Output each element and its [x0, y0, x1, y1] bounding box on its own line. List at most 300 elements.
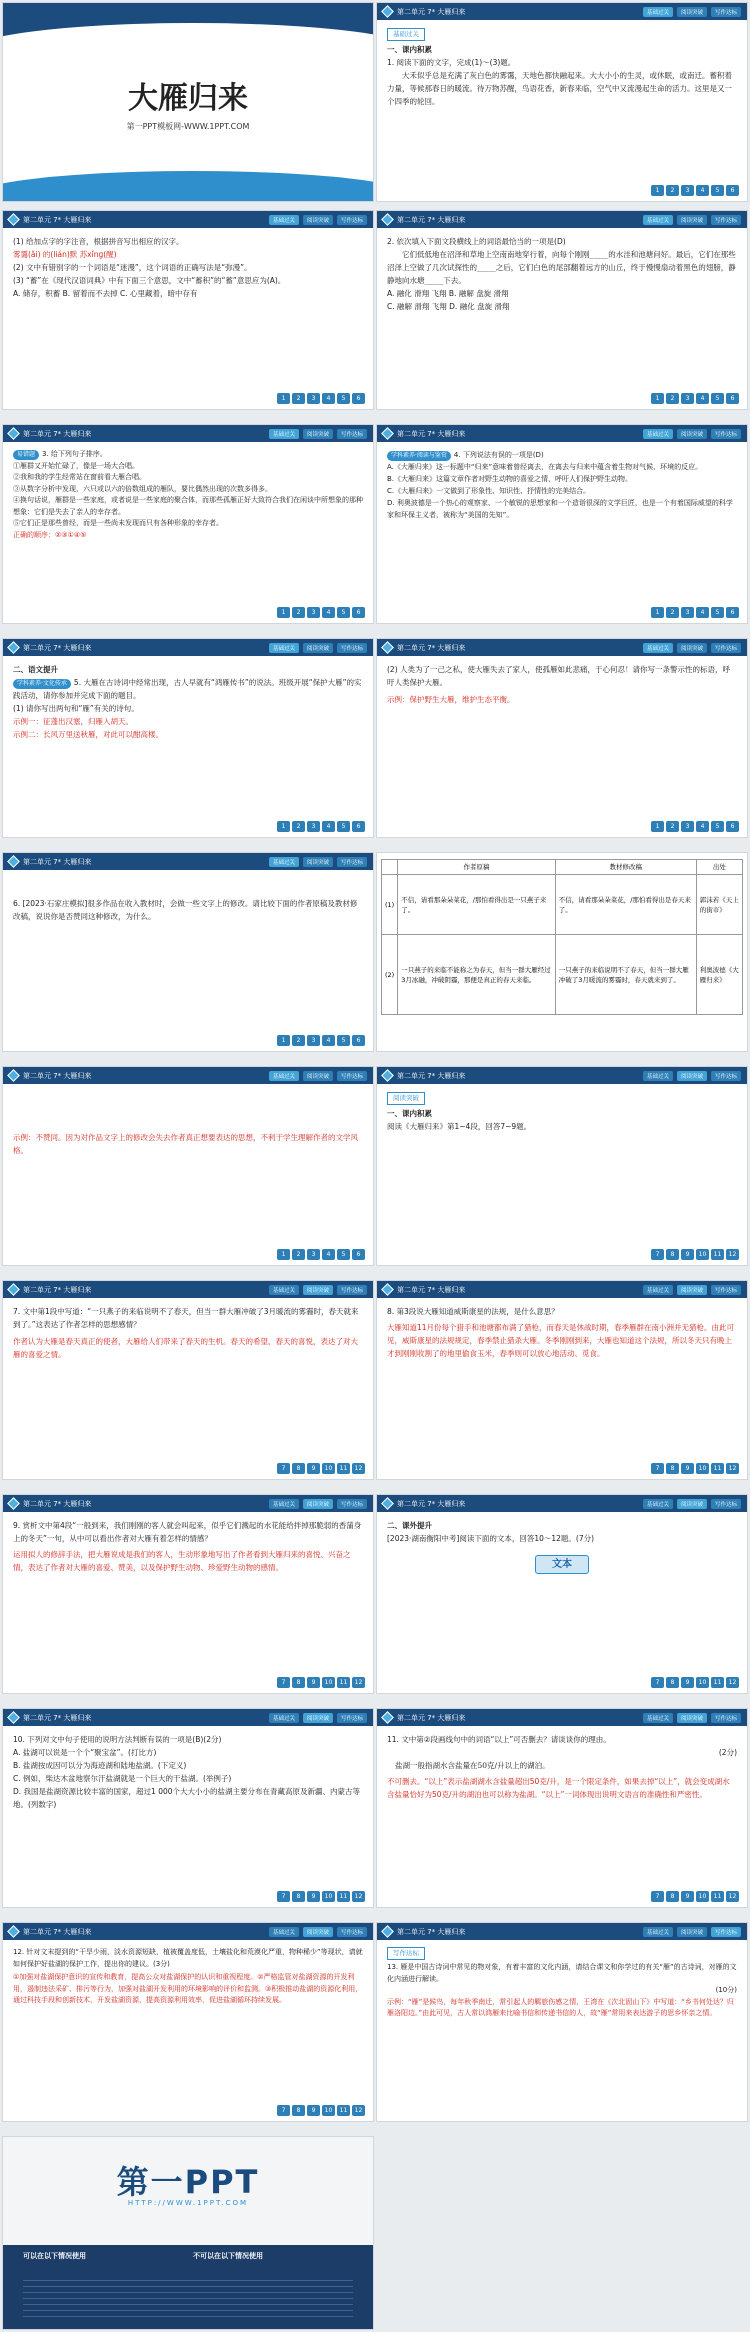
- nav-basic-button[interactable]: 基础过关: [643, 429, 673, 439]
- sentence-item: ③从数字分析中发现，六只或以六的倍数组成的雁队，要比偶然出现的次数多得多。: [13, 484, 272, 493]
- answer-text: 作者认为大雁是春天真正的使者，大雁给人们带来了春天的生机。春天的希望、春天的喜悦，表达了对大雁的喜爱之情。: [13, 1337, 358, 1359]
- nav-reading-button[interactable]: 阅读突破: [677, 1499, 707, 1509]
- section-tag: 写作达标: [387, 1947, 425, 1960]
- page-button[interactable]: 3: [681, 393, 694, 404]
- option-item: B. 盐湖按成因可以分为海迹湖和陆地盐湖。(下定义): [13, 1761, 187, 1770]
- question-text: 8. 第3段说大雁知道威斯康星的法规，是什么意思？: [387, 1307, 559, 1316]
- nav-basic-button[interactable]: 基础过关: [643, 1285, 673, 1295]
- nav-writing-button[interactable]: 写作达标: [337, 429, 367, 439]
- section-tag: 基础过关: [387, 28, 425, 41]
- literacy-tag: 学科素养·阅读与鉴赏: [387, 451, 451, 461]
- slide-header: [377, 639, 747, 656]
- nav-basic-button[interactable]: 基础过关: [269, 1927, 299, 1937]
- unit-logo-icon: [7, 855, 20, 868]
- literacy-tag: 学科素养·文化传承: [13, 679, 71, 689]
- page-button[interactable]: 5: [337, 1249, 350, 1260]
- pager: [651, 1677, 739, 1688]
- page-button[interactable]: 12: [726, 1677, 739, 1688]
- slide-6: [376, 424, 748, 624]
- slide-body: [387, 235, 737, 389]
- page-button[interactable]: 3: [307, 821, 320, 832]
- slide-body: [387, 1305, 737, 1459]
- page-button[interactable]: 7: [651, 1249, 664, 1260]
- unit-title: 第二单元 7* 大雁归来: [23, 215, 92, 224]
- pager: [277, 1035, 365, 1046]
- page-button[interactable]: 4: [322, 607, 335, 618]
- option-item: B.《大雁归来》这篇文章作者对野生动物的喜爱之情，呼吁人们保护野生动物。: [387, 475, 633, 483]
- page-button[interactable]: 11: [711, 1249, 724, 1260]
- quoted-sentence: 盐湖一般指湖水含盐量在50克/升以上的湖泊。: [395, 1761, 550, 1770]
- question-text: 阅读《大雁归来》第1~4段，回答7~9题。: [387, 1122, 532, 1131]
- page-button[interactable]: 9: [681, 1891, 694, 1902]
- nav-basic-button[interactable]: 基础过关: [269, 429, 299, 439]
- unit-title: 第二单元 7* 大雁归来: [23, 857, 92, 866]
- nav-basic-button[interactable]: 基础过关: [643, 215, 673, 225]
- slide-15: [2, 1494, 374, 1694]
- slide-body: [13, 897, 363, 1031]
- sentence-item: ④换句话说，雁群是一些家庭，或者说是一些家庭的聚合体，而那些孤雁正好大致符合我们在闲谈中所想象的那种想象：它们是失去了亲人的幸存者。: [13, 496, 363, 516]
- page-button[interactable]: 3: [307, 1035, 320, 1046]
- unit-logo-icon: [381, 1069, 394, 1082]
- unit-title: 第二单元 7* 大雁归来: [397, 7, 466, 16]
- page-button[interactable]: 2: [292, 607, 305, 618]
- unit-title: 第二单元 7* 大雁归来: [23, 1499, 92, 1508]
- page-button[interactable]: 5: [337, 393, 350, 404]
- page-button[interactable]: 8: [292, 1677, 305, 1688]
- nav-basic-button[interactable]: 基础过关: [643, 1927, 673, 1937]
- unit-logo-icon: [7, 1283, 20, 1296]
- page-button[interactable]: 4: [696, 607, 709, 618]
- page-button[interactable]: 7: [277, 1891, 290, 1902]
- unit-logo-icon: [7, 1497, 20, 1510]
- question-text: 11. 文中第②段画线句中的词语“以上”可否删去？请谈谈你的理由。: [387, 1735, 611, 1744]
- section-heading: 一、课内积累: [387, 45, 432, 54]
- nav-basic-button[interactable]: 基础过关: [643, 7, 673, 17]
- page-button[interactable]: 4: [696, 393, 709, 404]
- slide-header: [3, 211, 373, 228]
- page-button[interactable]: 10: [322, 1677, 335, 1688]
- page-button[interactable]: 3: [307, 607, 320, 618]
- answer-text: 不可删去。“以上”表示盐湖湖水含盐量超出50克/升，是一个限定条件，如果去掉“以上”，就会变成湖水含盐量恰好为50克/升的湖泊也可以称为盐湖。“以上”一词体现出说明文语言的准确性和严密性。: [387, 1777, 730, 1799]
- question-text: 10. 下列对文中句子使用的说明方法判断有误的一项是(B)(2分): [13, 1735, 222, 1744]
- slide-4: [376, 210, 748, 410]
- page-button[interactable]: 5: [711, 607, 724, 618]
- page-button[interactable]: 2: [292, 1249, 305, 1260]
- page-button[interactable]: 1: [277, 821, 290, 832]
- page-button[interactable]: 11: [337, 1677, 350, 1688]
- nav-reading-button[interactable]: 阅读突破: [303, 1927, 333, 1937]
- section-heading: 二、课外提升: [387, 1521, 432, 1530]
- sub-question: (1) 请你写出两句和“雁”有关的诗句。: [13, 704, 139, 713]
- slide-body: [387, 449, 737, 603]
- unit-logo-icon: [381, 641, 394, 654]
- nav-writing-button[interactable]: 写作达标: [711, 1927, 741, 1937]
- answer-example: 示例二：长风万里送秋雁，对此可以酣高楼。: [13, 730, 163, 739]
- page-button[interactable]: 10: [696, 1891, 709, 1902]
- table-cell: 不信，请看那朵朵菜花，/那怕看得出是春天来了。: [555, 875, 696, 935]
- page-button[interactable]: 2: [666, 821, 679, 832]
- page-button[interactable]: 5: [337, 607, 350, 618]
- page-button[interactable]: 9: [681, 1249, 694, 1260]
- nav-writing-button[interactable]: 写作达标: [711, 1285, 741, 1295]
- cover-bottom-wave: [2, 171, 374, 202]
- page-button[interactable]: 4: [322, 1249, 335, 1260]
- nav-writing-button[interactable]: 写作达标: [711, 215, 741, 225]
- slide-header: [3, 853, 373, 870]
- unit-logo-icon: [381, 1925, 394, 1938]
- slide-body: [13, 663, 363, 817]
- page-button[interactable]: 4: [322, 1035, 335, 1046]
- page-button[interactable]: 10: [322, 2105, 335, 2116]
- nav-reading-button[interactable]: 阅读突破: [303, 643, 333, 653]
- page-button[interactable]: 10: [696, 1677, 709, 1688]
- slide-body: [387, 663, 737, 817]
- unit-title: 第二单元 7* 大雁归来: [397, 429, 466, 438]
- text-link-button[interactable]: 文本: [535, 1555, 589, 1574]
- page-button[interactable]: 3: [681, 185, 694, 196]
- page-button[interactable]: 7: [651, 1677, 664, 1688]
- page-button[interactable]: 10: [696, 1249, 709, 1260]
- page-button[interactable]: 11: [711, 1463, 724, 1474]
- slide-20: [376, 1922, 748, 2122]
- page-button[interactable]: 12: [352, 1891, 365, 1902]
- page-button[interactable]: 1: [651, 185, 664, 196]
- nav-writing-button[interactable]: 写作达标: [337, 1927, 367, 1937]
- question-text: 5. 大雁在古诗词中经常出现，古人早就有“鸿雁传书”的说法。班级开展“保护大雁”的实践活动，请你参加并完成下面的题目。: [13, 678, 362, 700]
- page-button[interactable]: 4: [322, 393, 335, 404]
- nav-reading-button[interactable]: 阅读突破: [677, 1927, 707, 1937]
- option-item: C. 例如，柴达木盆地察尔汗盐湖就是一个巨大的干盐湖。(举例子): [13, 1774, 232, 1783]
- slide-5: [2, 424, 374, 624]
- nav-reading-button[interactable]: 阅读突破: [303, 857, 333, 867]
- page-button[interactable]: 3: [307, 393, 320, 404]
- sub-question: (2) 文中有错别字的一个词语是“迷漫”，这个词语的正确写法是“弥漫”。: [13, 263, 252, 272]
- points: (10分): [715, 1986, 737, 1994]
- slide-14: [376, 1280, 748, 1480]
- page-button[interactable]: 7: [277, 2105, 290, 2116]
- nav-writing-button[interactable]: 写作达标: [711, 1071, 741, 1081]
- pager: [651, 393, 739, 404]
- page-button[interactable]: 7: [277, 1677, 290, 1688]
- page-button[interactable]: 8: [292, 1891, 305, 1902]
- page-button[interactable]: 6: [726, 393, 739, 404]
- page-button[interactable]: 9: [307, 1891, 320, 1902]
- pager: [277, 607, 365, 618]
- nav-writing-button[interactable]: 写作达标: [711, 1713, 741, 1723]
- nav-basic-button[interactable]: 基础过关: [269, 643, 299, 653]
- page-button[interactable]: 2: [666, 185, 679, 196]
- nav-basic-button[interactable]: 基础过关: [643, 1071, 673, 1081]
- slide-header: [377, 1067, 747, 1084]
- nav-writing-button[interactable]: 写作达标: [337, 1499, 367, 1509]
- page-button[interactable]: 1: [277, 1249, 290, 1260]
- slide-9: [2, 852, 374, 1052]
- page-button[interactable]: 8: [666, 1891, 679, 1902]
- error-prone-tag: 易错题: [13, 450, 39, 460]
- answer-text: 示例：不赞同。因为对作品文字上的修改会失去作者真正想要表达的思想，不利于学生理解作者的文学风格。: [13, 1133, 358, 1155]
- nav-basic-button[interactable]: 基础过关: [643, 1499, 673, 1509]
- page-button[interactable]: 12: [352, 1677, 365, 1688]
- nav-writing-button[interactable]: 写作达标: [337, 857, 367, 867]
- pager: [651, 1891, 739, 1902]
- promo-brand: 第一PPT: [116, 2163, 260, 2201]
- page-button[interactable]: 6: [726, 607, 739, 618]
- nav-reading-button[interactable]: 阅读突破: [303, 429, 333, 439]
- table-cell: (2): [382, 935, 398, 1015]
- page-button[interactable]: 4: [696, 821, 709, 832]
- nav-reading-button[interactable]: 阅读突破: [677, 1285, 707, 1295]
- question-text: 12. 针对文末提到的“干旱少雨，淡水资源短缺，植被覆盖度低，土壤盐化和荒漠化严重，物种稀少”等现状，请就如何保护好盐湖的保护工作，提出你的建议。(3分): [13, 1948, 363, 1968]
- slide-8: [376, 638, 748, 838]
- page-button[interactable]: 6: [726, 185, 739, 196]
- table-header: 作者原稿: [398, 860, 555, 875]
- nav-writing-button[interactable]: 写作达标: [337, 215, 367, 225]
- slide-body: [387, 1519, 737, 1673]
- question-text: 2. 依次填入下面文段横线上的词语最恰当的一项是(D): [387, 237, 566, 246]
- page-button[interactable]: 7: [651, 1463, 664, 1474]
- nav-basic-button[interactable]: 基础过关: [643, 1713, 673, 1723]
- option-item: D. 我国是盐湖资源比较丰富的国家，超过1 000个大大小小的盐湖主要分布在青藏高原及新疆、内蒙古等地。(列数字): [13, 1787, 361, 1809]
- slide-3: [2, 210, 374, 410]
- nav-basic-button[interactable]: 基础过关: [269, 857, 299, 867]
- slide-header: [3, 425, 373, 442]
- pager: [277, 821, 365, 832]
- unit-logo-icon: [7, 213, 20, 226]
- table-cell: 利奥波德《大雁归来》: [696, 935, 742, 1015]
- page-button[interactable]: 12: [726, 1249, 739, 1260]
- page-button[interactable]: 12: [726, 1891, 739, 1902]
- nav-basic-button[interactable]: 基础过关: [269, 215, 299, 225]
- page-button[interactable]: 5: [711, 185, 724, 196]
- nav-writing-button[interactable]: 写作达标: [337, 1713, 367, 1723]
- unit-title: 第二单元 7* 大雁归来: [23, 429, 92, 438]
- answer-text: 示例：“雁”是候鸟，每年秋季南迁，常引起人的羁旅伤感之情，王湾在《次北固山下》中写道：“乡书何处达？归雁洛阳边。”由此可见，古人常以鸿雁来比喻书信和传递书信的人，故“雁”常用来表达游子的思乡怀亲之情。: [387, 1997, 734, 2017]
- section-tag: 阅读突破: [387, 1092, 425, 1105]
- page-button[interactable]: 7: [277, 1463, 290, 1474]
- slide-body: [13, 1519, 363, 1673]
- unit-title: 第二单元 7* 大雁归来: [397, 1927, 466, 1936]
- unit-title: 第二单元 7* 大雁归来: [23, 1285, 92, 1294]
- page-button[interactable]: 5: [337, 1035, 350, 1046]
- page-button[interactable]: 12: [352, 2105, 365, 2116]
- question-text: 9. 赏析文中第4段“一般到来，我们刚刚的客人就会叫起来，似乎它们溅起的水花能给拌掉那脆弱的香蒲身上的冬天”一句，从中可以看出作者对大雁有着怎样的情感？: [13, 1521, 362, 1543]
- page-button[interactable]: 2: [292, 821, 305, 832]
- slide-body: [13, 1733, 363, 1887]
- page-button[interactable]: 6: [352, 607, 365, 618]
- slide-11: [2, 1066, 374, 1266]
- page-button[interactable]: 3: [307, 1249, 320, 1260]
- page-button[interactable]: 1: [651, 393, 664, 404]
- nav-writing-button[interactable]: 写作达标: [711, 7, 741, 17]
- page-button[interactable]: 1: [651, 607, 664, 618]
- passage-text: 它们低低地在沼泽和草地上空南南地穿行着，向每个刚刚_____的水洼和池塘问好。最后，它们在那些沼泽上空做了几次试探性的_____之后，它们白色的尾部翻着远方的山丘，终于慢慢扇动着黑色的翅膀，静静地向水塘_____下去。: [387, 250, 736, 285]
- page-button[interactable]: 11: [711, 1891, 724, 1902]
- passage-text: 大禾似乎总是充满了灰白色的雾霭，天地色都快融起来。大大小小的生灵，或休眠，或南迁。蓄积着力量，等候那春日的暖流。待万物苏醒，鸟语花香，新春来临，空气中又流漫起生命的活力。这里是又一个四季的轮回。: [387, 71, 732, 106]
- page-button[interactable]: 10: [322, 1463, 335, 1474]
- slide-body: [387, 1733, 737, 1887]
- page-button[interactable]: 9: [307, 2105, 320, 2116]
- nav-reading-button[interactable]: 阅读突破: [303, 1499, 333, 1509]
- page-button[interactable]: 9: [307, 1677, 320, 1688]
- nav-reading-button[interactable]: 阅读突破: [677, 429, 707, 439]
- page-button[interactable]: 11: [711, 1677, 724, 1688]
- page-button[interactable]: 3: [681, 821, 694, 832]
- slide-header: [377, 1923, 747, 1940]
- slide-body: [387, 27, 737, 181]
- page-button[interactable]: 8: [292, 1463, 305, 1474]
- slide-header: [3, 1923, 373, 1940]
- pager: [651, 1463, 739, 1474]
- page-button[interactable]: 5: [337, 821, 350, 832]
- nav-writing-button[interactable]: 写作达标: [337, 1285, 367, 1295]
- unit-title: 第二单元 7* 大雁归来: [397, 643, 466, 652]
- nav-basic-button[interactable]: 基础过关: [269, 1285, 299, 1295]
- slide-body: [387, 1091, 737, 1245]
- page-button[interactable]: 4: [696, 185, 709, 196]
- pager: [651, 607, 739, 618]
- nav-writing-button[interactable]: 写作达标: [711, 1499, 741, 1509]
- table-row: [382, 875, 743, 935]
- nav-writing-button[interactable]: 写作达标: [711, 643, 741, 653]
- slide-header: [3, 1495, 373, 1512]
- unit-title: 第二单元 7* 大雁归来: [23, 1713, 92, 1722]
- page-button[interactable]: 9: [307, 1463, 320, 1474]
- page-button[interactable]: 1: [277, 1035, 290, 1046]
- nav-basic-button[interactable]: 基础过关: [269, 1713, 299, 1723]
- nav-basic-button[interactable]: 基础过关: [269, 1499, 299, 1509]
- answer-text: ①加强对盐湖保护意识的宣传和教育，提高公众对盐湖保护的认识和重视程度。②严格监管对盐湖资源的开发利用，遏制违法采矿、排污等行为，加强对盐湖开发利用的环境影响的评价和监测。③积极推动盐湖的资源化利用，通过科技手段和创新技术，开发盐湖资源，提高资源利用效率，促进盐湖循环持续发展。: [13, 1973, 363, 2004]
- slide-body: [13, 1947, 363, 2101]
- slide-header: [377, 211, 747, 228]
- page-button[interactable]: 1: [277, 393, 290, 404]
- page-button[interactable]: 7: [651, 1891, 664, 1902]
- nav-writing-button[interactable]: 写作达标: [337, 643, 367, 653]
- page-button[interactable]: 1: [651, 821, 664, 832]
- page-button[interactable]: 8: [666, 1677, 679, 1688]
- nav-reading-button[interactable]: 阅读突破: [677, 1713, 707, 1723]
- nav-reading-button[interactable]: 阅读突破: [677, 643, 707, 653]
- answer-example: 示例一：征蓬出汉塞，归雁入胡天。: [13, 717, 133, 726]
- unit-title: 第二单元 7* 大雁归来: [397, 1071, 466, 1080]
- option-row: A. 融化 滑翔 飞翔 B. 融解 盘旋 滑翔: [387, 289, 509, 298]
- nav-basic-button[interactable]: 基础过关: [269, 1071, 299, 1081]
- page-button[interactable]: 2: [292, 1035, 305, 1046]
- slide-header: [3, 1281, 373, 1298]
- nav-reading-button[interactable]: 阅读突破: [303, 1071, 333, 1081]
- page-button[interactable]: 8: [666, 1249, 679, 1260]
- page-button[interactable]: 12: [726, 1463, 739, 1474]
- page-button[interactable]: 6: [352, 393, 365, 404]
- page-button[interactable]: 2: [666, 393, 679, 404]
- answer-text: 运用拟人的修辞手法，把大雁说成是我们的客人，生动形象地写出了作者看到大雁归来的喜悦、兴奋之情，表达了作者对大雁的喜爱、赞美，以及保护野生动物、珍爱野生动物的感情。: [13, 1550, 351, 1572]
- page-button[interactable]: 11: [337, 2105, 350, 2116]
- comparison-table: [381, 859, 743, 1015]
- sentence-item: ①雁群又开始忙碌了，像是一场大合唱。: [13, 461, 139, 470]
- unit-logo-icon: [7, 1925, 20, 1938]
- promo-col-forbidden: 不可以在以下情况使用: [193, 2252, 263, 2260]
- slide-header: [3, 1067, 373, 1084]
- page-button[interactable]: 9: [681, 1677, 694, 1688]
- table-corner: [382, 860, 398, 875]
- slide-19: [2, 1922, 374, 2122]
- slide-13: [2, 1280, 374, 1480]
- nav-reading-button[interactable]: 阅读突破: [303, 215, 333, 225]
- page-button[interactable]: 4: [322, 821, 335, 832]
- table-cell: (1): [382, 875, 398, 935]
- slide-header: [3, 1709, 373, 1726]
- pager: [277, 1677, 365, 1688]
- nav-writing-button[interactable]: 写作达标: [337, 1071, 367, 1081]
- nav-reading-button[interactable]: 阅读突破: [303, 1713, 333, 1723]
- page-button[interactable]: 6: [352, 821, 365, 832]
- page-button[interactable]: 10: [322, 1891, 335, 1902]
- page-button[interactable]: 2: [666, 607, 679, 618]
- points: (2分): [718, 1748, 737, 1757]
- page-button[interactable]: 10: [696, 1463, 709, 1474]
- unit-title: 第二单元 7* 大雁归来: [397, 215, 466, 224]
- nav-writing-button[interactable]: 写作达标: [711, 429, 741, 439]
- nav-reading-button[interactable]: 阅读突破: [677, 7, 707, 17]
- page-button[interactable]: 5: [711, 393, 724, 404]
- pager: [651, 185, 739, 196]
- page-button[interactable]: 11: [337, 1891, 350, 1902]
- section-heading: 二、语文提升: [13, 665, 58, 674]
- option-row: C. 融解 滑翔 飞翔 D. 融化 盘旋 滑翔: [387, 302, 510, 311]
- slide-10: [376, 852, 748, 1052]
- unit-title: 第二单元 7* 大雁归来: [397, 1285, 466, 1294]
- options: A. 储存，积蓄 B. 留着而不去掉 C. 心里藏着，暗中存有: [13, 289, 198, 298]
- page-button[interactable]: 6: [352, 1035, 365, 1046]
- page-button[interactable]: 6: [352, 1249, 365, 1260]
- unit-logo-icon: [381, 427, 394, 440]
- pager: [651, 1249, 739, 1260]
- option-item: D. 利奥波德是一个热心的观察家、一个敏锐的思想家和一个造诣很深的文学巨匠，也是一个有着国际威望的科学家和环保主义者，被称为“美国的先知”。: [387, 499, 733, 519]
- unit-title: 第二单元 7* 大雁归来: [23, 1071, 92, 1080]
- unit-logo-icon: [7, 427, 20, 440]
- page-button[interactable]: 8: [666, 1463, 679, 1474]
- question-text: 3. 给下列句子排序。: [42, 450, 107, 458]
- question-text: [2023·湖南衡阳中考]阅读下面的文本，回答10～12题。(7分): [387, 1534, 595, 1543]
- unit-logo-icon: [381, 1711, 394, 1724]
- unit-title: 第二单元 7* 大雁归来: [397, 1713, 466, 1722]
- page-button[interactable]: 1: [277, 607, 290, 618]
- nav-reading-button[interactable]: 阅读突破: [303, 1285, 333, 1295]
- cover-source: 第一PPT模板网-WWW.1PPT.COM: [126, 122, 250, 131]
- answer-text: 示例：保护野生大雁，维护生态平衡。: [387, 695, 515, 704]
- nav-basic-button[interactable]: 基础过关: [643, 643, 673, 653]
- page-button[interactable]: 12: [352, 1463, 365, 1474]
- pager: [277, 1463, 365, 1474]
- page-button[interactable]: 9: [681, 1463, 694, 1474]
- page-button[interactable]: 3: [681, 607, 694, 618]
- slide-7: [2, 638, 374, 838]
- pager: [277, 1249, 365, 1260]
- slide-header: [377, 425, 747, 442]
- page-button[interactable]: 5: [711, 821, 724, 832]
- page-button[interactable]: 11: [337, 1463, 350, 1474]
- page-button[interactable]: 8: [292, 2105, 305, 2116]
- answer-text: 雾霭(ǎi) 的(lián)默 苏xǐnɡ(醒): [13, 250, 117, 259]
- nav-reading-button[interactable]: 阅读突破: [677, 215, 707, 225]
- page-button[interactable]: 2: [292, 393, 305, 404]
- sub-question: (3) “蓄”在《现代汉语词典》中有下面三个意思，文中“蓄积”的“蓄”意思应为(A)。: [13, 276, 286, 285]
- page-button[interactable]: 6: [726, 821, 739, 832]
- slide-body: [13, 449, 363, 603]
- slide-17: [2, 1708, 374, 1908]
- promo-url: HTTP://WWW.1PPT.COM: [127, 2199, 249, 2207]
- slide-body: [387, 1947, 737, 2101]
- nav-reading-button[interactable]: 阅读突破: [677, 1071, 707, 1081]
